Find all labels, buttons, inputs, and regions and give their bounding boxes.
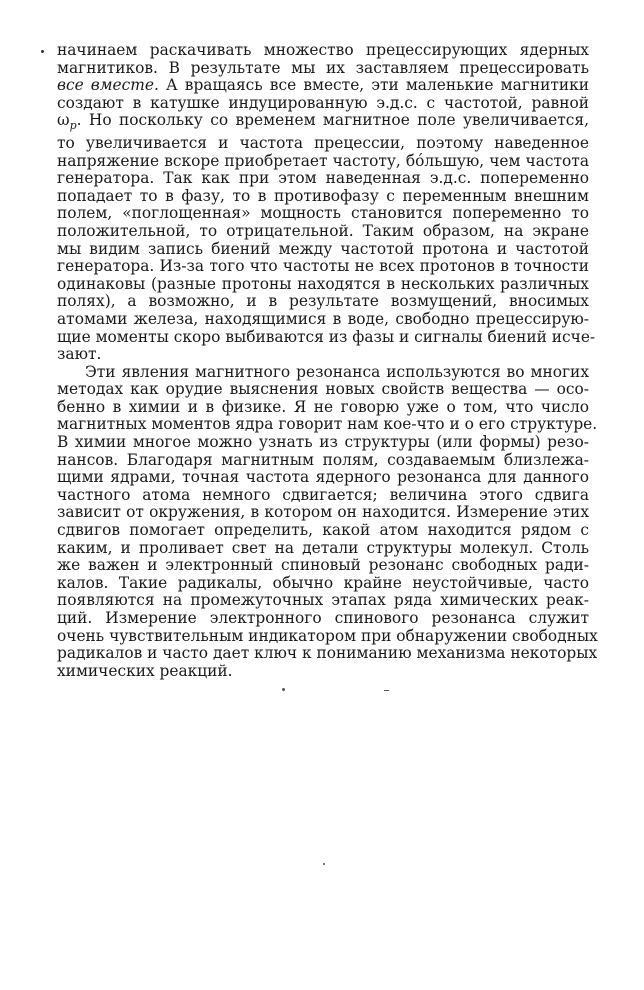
omega-subscript: p	[69, 119, 77, 133]
text-fragment: . Но поскольку со временем магнитное поле увеличивается,	[76, 111, 589, 130]
text-line: попадает то в фазу, то в противофазу с переменным внешним	[57, 186, 589, 205]
text-line	[57, 364, 589, 382]
text-line: появляются на промежуточных этапах ряда химических реак-	[57, 591, 589, 610]
scan-speck	[384, 690, 389, 691]
text-line: нансов. Благодаря магнитным полям, создаваемым близлежа-	[57, 450, 589, 469]
paragraph-2	[57, 362, 598, 681]
scan-speck	[282, 688, 285, 691]
text-line: радикалов и часто дает ключ к пониманию механизма некоторых	[57, 644, 598, 663]
text-fragment: Эти явления магнитного резонанса используются во многих	[85, 362, 589, 381]
text-line: зависит от окружения, в котором он находится. Измерение этих	[57, 503, 589, 522]
text-line: генератора. Из-за того что частоты не всех протонов в точности	[57, 257, 589, 276]
text-line-omega	[57, 112, 589, 135]
text-line: полях), а возможно, и в результате возмущений, вносимых	[57, 292, 589, 311]
text-line: бенно в химии и в физике. Я не говорю уже о том, что число	[57, 397, 589, 416]
text-line: зают.	[57, 345, 102, 364]
text-line-emphasis	[57, 77, 589, 95]
omega-symbol: ω	[57, 111, 70, 130]
text-line: щие моменты скоро выбиваются из фазы и сигналы биений исче-	[57, 327, 596, 346]
paragraph-1	[57, 41, 596, 364]
italic-phrase: все вместе.	[57, 76, 159, 95]
text-line: же важен и электронный спиновый резонанс свободных ради-	[57, 556, 589, 575]
text-line: полем, «поглощенная» мощность становится попеременно то	[57, 204, 589, 223]
text-line: мы видим запись биений между частотой протона и частотой	[57, 239, 589, 258]
text-line: очень чувствительным индикатором при обнаружении свободных	[57, 626, 598, 645]
text-line: частного атома немного сдвигается; величина этого сдвига	[57, 485, 589, 504]
text-line: каким, и проливает свет на детали структуры молекул. Столь	[57, 538, 589, 557]
text-line: методах как орудие выяснения новых свойств вещества — осо-	[57, 380, 589, 399]
scan-speck	[323, 863, 325, 865]
text-line: атомами железа, находящимися в воде, свободно прецессирую-	[57, 309, 589, 328]
text-fragment: А вращаясь все вместе, эти маленькие магнитики	[166, 76, 589, 95]
text-line: напряжение вскоре приобретает частоту, бо́льшую, чем частота	[57, 151, 589, 170]
text-line: калов. Такие радикалы, обычно крайне неустойчивые, часто	[57, 573, 589, 592]
text-line: начинаем раскачивать множество прецессирующих ядерных	[57, 41, 589, 59]
text-line: магнитиков. В результате мы их заставляем прецессировать	[57, 58, 589, 77]
page-text	[57, 41, 598, 680]
text-line: создают в катушке индуцированную э.д.с. с частотой, равной	[57, 93, 589, 112]
text-line: положительной, то отрицательной. Таким образом, на экране	[57, 221, 589, 240]
text-line: то увеличивается и частота прецессии, поэтому наведенное	[57, 133, 589, 152]
text-line: химических реакций.	[57, 661, 233, 680]
text-line: щими ядрами, точная частота ядерного резонанса для данного	[57, 468, 589, 487]
text-line: магнитных моментов ядра говорит нам кое-что и о его структуре.	[57, 415, 598, 434]
margin-mark	[41, 50, 44, 53]
text-line: сдвигов помогает определить, какой атом находится рядом с	[57, 521, 589, 540]
text-line: ций. Измерение электронного спинового резонанса служит	[57, 609, 589, 627]
text-line: В химии многое можно узнать из структуры (или формы) резо-	[57, 433, 589, 452]
text-line: генератора. Так как при этом наведенная э.д.с. попеременно	[57, 169, 589, 188]
text-line: одинаковы (разные протоны находятся в нескольких различных	[57, 274, 589, 293]
